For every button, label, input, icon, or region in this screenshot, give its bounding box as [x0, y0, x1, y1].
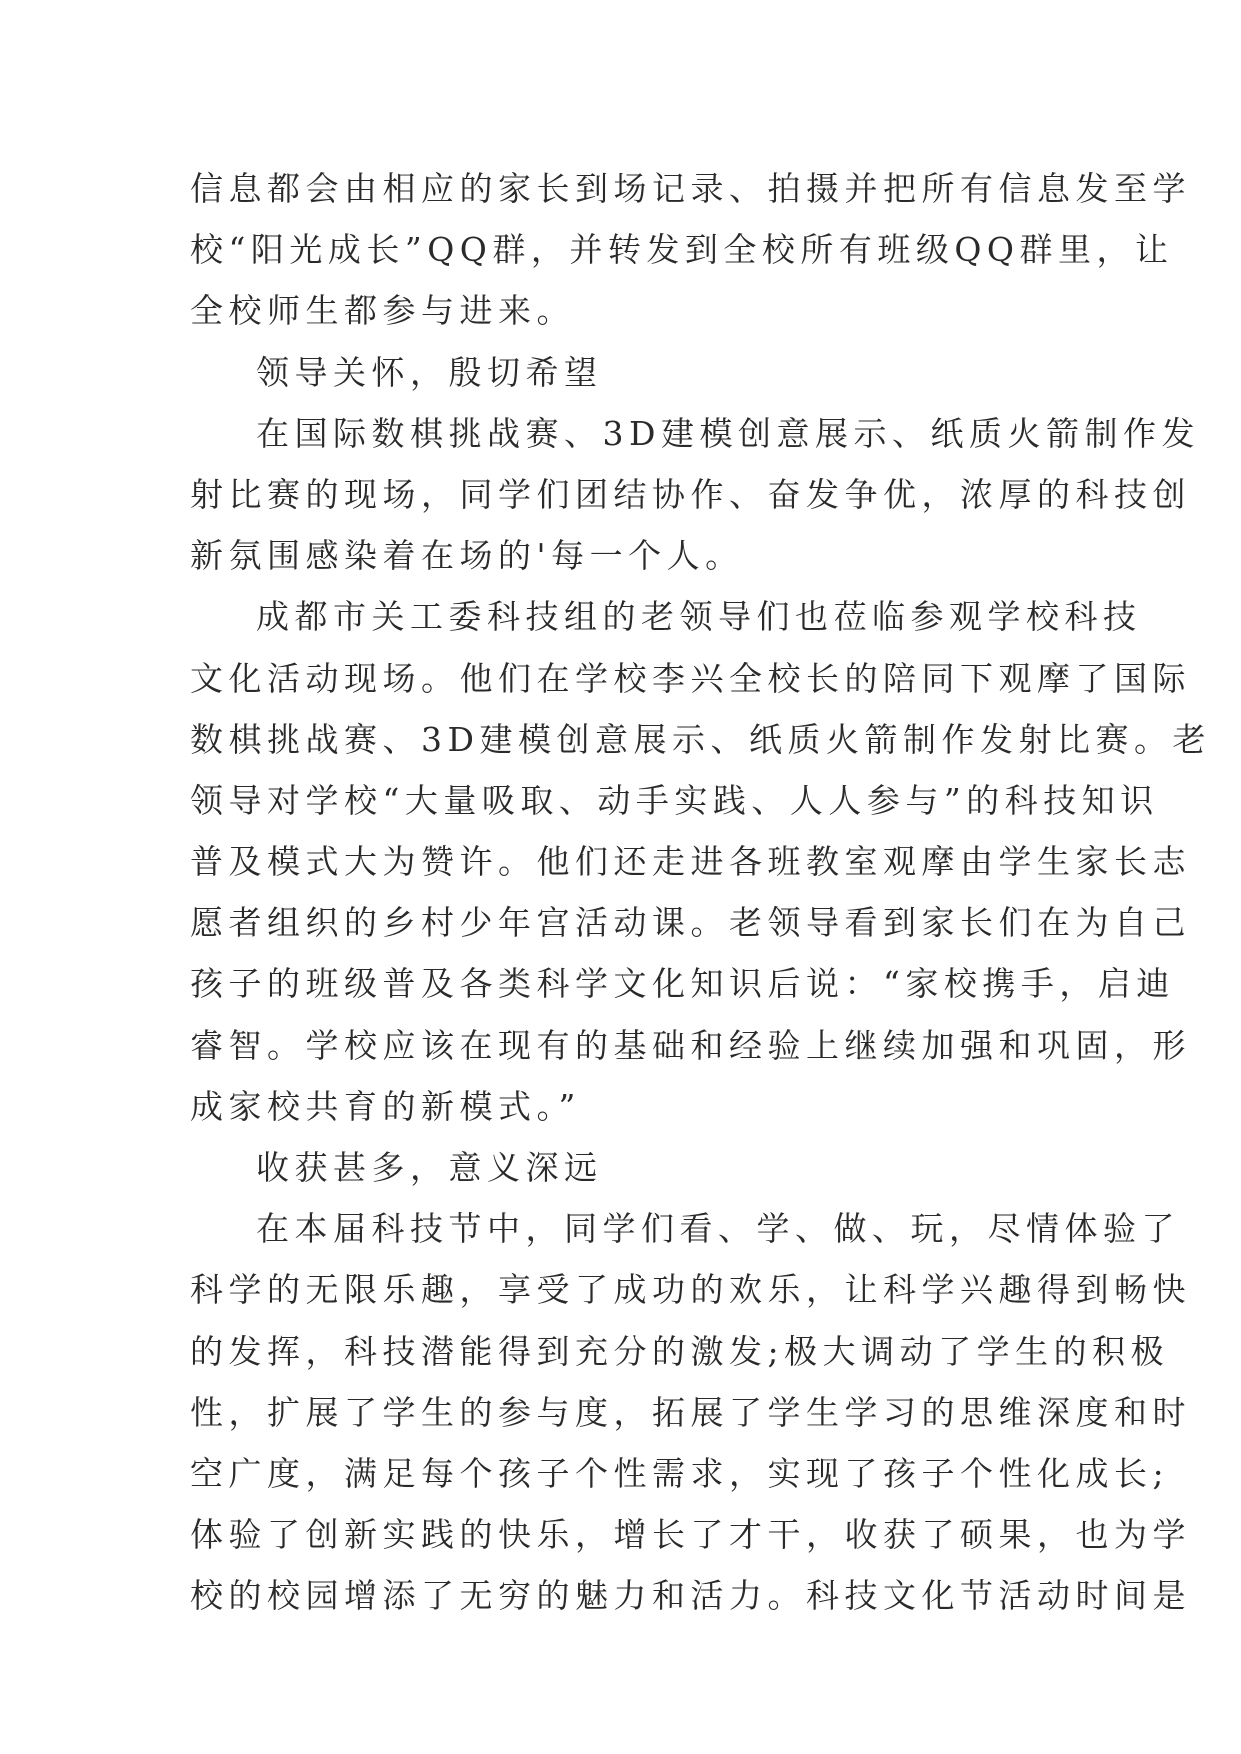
text-line: 普及模式大为赞许。他们还走进各班教室观摩由学生家长志: [190, 842, 1191, 882]
text-line: 校“阳光成长”QQ群，并转发到全校所有班级QQ群里，让: [190, 230, 1174, 270]
text-line: 空广度，满足每个孩子个性需求，实现了孩子个性化成长;: [190, 1453, 1170, 1493]
text-line: 在国际数棋挑战赛、3D建模创意展示、纸质火箭制作发: [256, 413, 1200, 453]
text-line: 新氛围感染着在场的'每一个人。: [190, 536, 744, 576]
text-line: 在本届科技节中，同学们看、学、做、玩，尽情体验了: [256, 1209, 1180, 1249]
text-line: 领导对学校“大量吸取、动手实践、人人参与”的科技知识: [190, 780, 1159, 820]
section-heading: 收获甚多，意义深远: [256, 1148, 603, 1187]
text-line: 数棋挑战赛、3D建模创意展示、纸质火箭制作发射比赛。老: [190, 719, 1211, 759]
text-line: 性，扩展了学生的参与度，拓展了学生学习的思维深度和时: [190, 1392, 1191, 1432]
text-line: 科学的无限乐趣，享受了成功的欢乐，让科学兴趣得到畅快: [190, 1270, 1191, 1310]
text-line: 信息都会由相应的家长到场记录、拍摄并把所有信息发至学: [190, 169, 1191, 208]
text-line: 射比赛的现场，同学们团结协作、奋发争优，浓厚的科技创: [190, 474, 1191, 514]
text-line: 愿者组织的乡村少年宫活动课。老领导看到家长们在为自己: [190, 903, 1191, 943]
text-line: 文化活动现场。他们在学校李兴全校长的陪同下观摩了国际: [190, 658, 1191, 698]
text-line: 校的校园增添了无穷的魅力和活力。科技文化节活动时间是: [190, 1576, 1191, 1616]
section-heading: 领导关怀，殷切希望: [256, 352, 603, 392]
text-line: 孩子的班级普及各类科学文化知识后说：“家校携手，启迪: [190, 964, 1175, 1004]
text-line: 体验了创新实践的快乐，增长了才干，收获了硕果，也为学: [190, 1515, 1191, 1555]
text-line: 成家校共育的新模式。”: [190, 1086, 581, 1126]
text-line: 的发挥，科技潜能得到充分的激发;极大调动了学生的积极: [190, 1331, 1170, 1371]
body-text: [190, 158, 1211, 1627]
text-line: 全校师生都参与进来。: [190, 291, 575, 331]
text-line: 睿智。学校应该在现有的基础和经验上继续加强和巩固，形: [190, 1025, 1191, 1065]
text-line: 成都市关工委科技组的老领导们也莅临参观学校科技: [256, 597, 1142, 637]
